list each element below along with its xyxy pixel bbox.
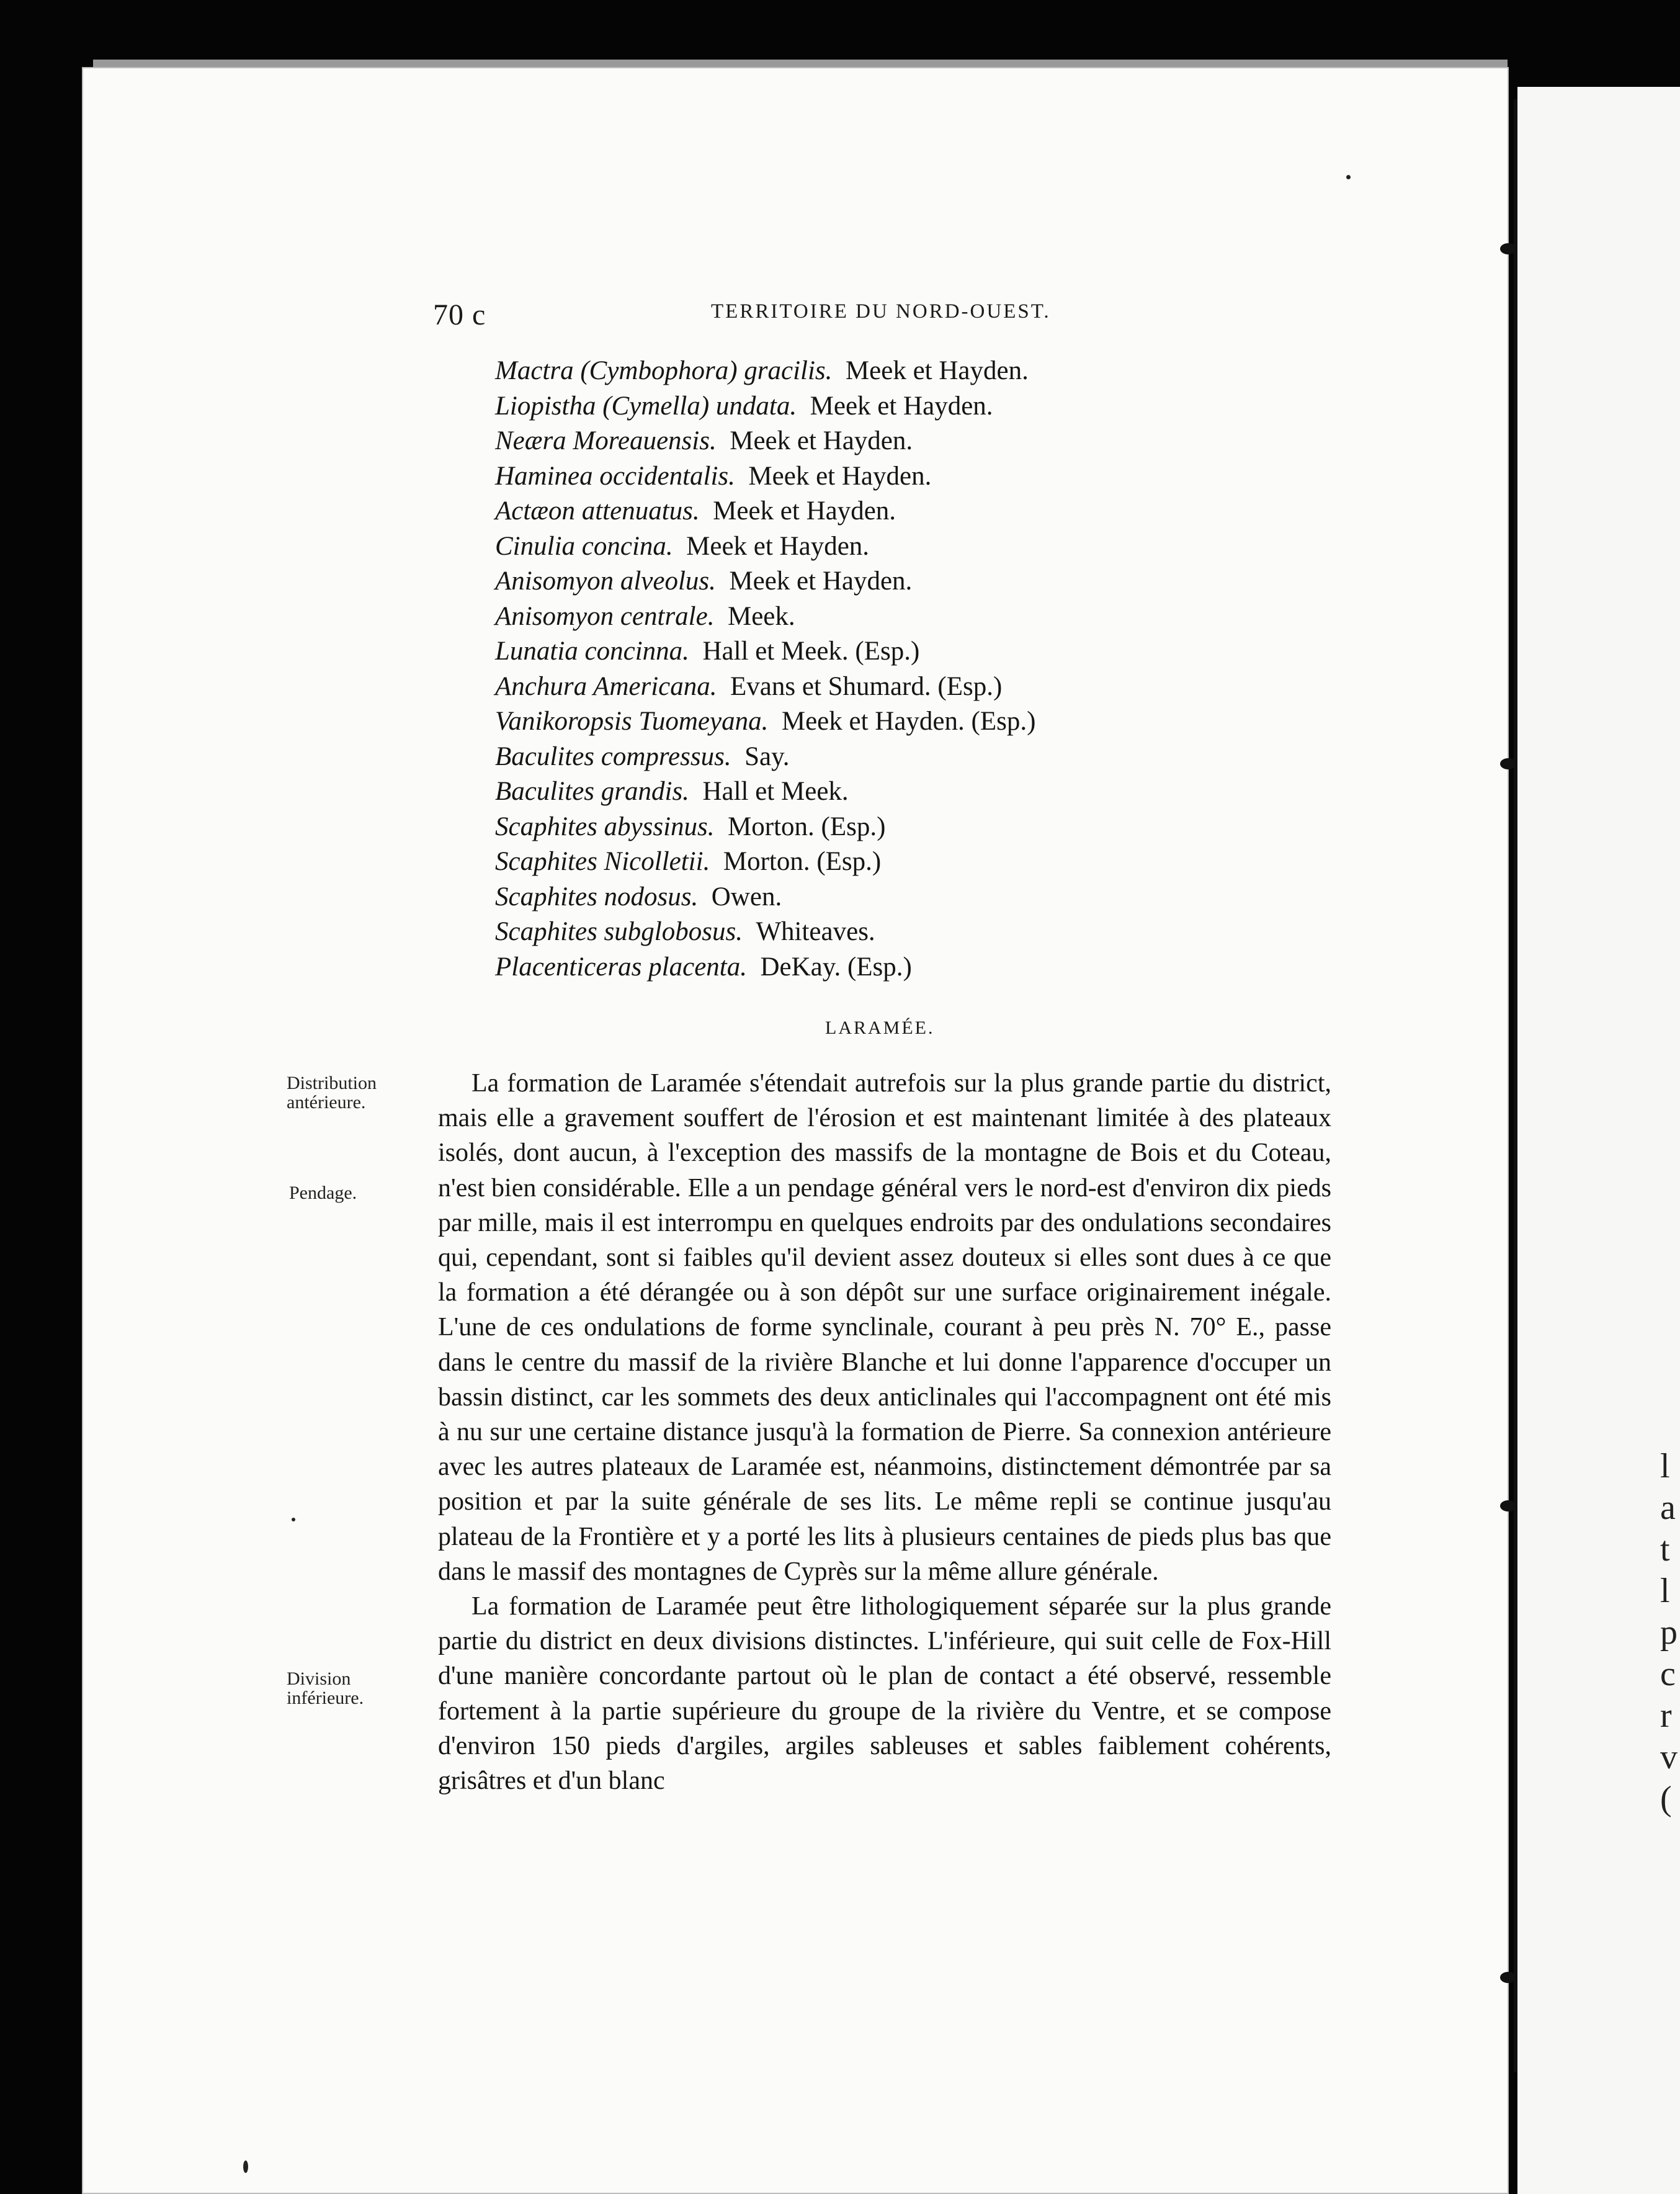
species-name: Anchura Americana. xyxy=(495,671,717,701)
species-author: Meek et Hayden. xyxy=(748,461,932,491)
species-name: Vanikoropsis Tuomeyana. xyxy=(495,707,769,736)
species-item xyxy=(495,494,1364,529)
species-item xyxy=(495,389,1364,424)
gutter-marker xyxy=(1500,1500,1516,1511)
species-author: Hall et Meek. (Esp.) xyxy=(702,637,920,666)
species-item xyxy=(495,810,1364,845)
species-item xyxy=(495,564,1364,599)
species-name: Actæon attenuatus. xyxy=(495,496,700,526)
species-author: Morton. (Esp.) xyxy=(728,812,886,841)
running-head-title: TERRITOIRE DU NORD-OUEST. xyxy=(711,300,1051,323)
species-name: Cinulia concina. xyxy=(495,531,673,561)
species-item xyxy=(495,669,1364,705)
species-item xyxy=(495,740,1364,775)
species-item xyxy=(495,950,1364,985)
paragraph: La formation de Laramée peut être lithologiquement séparée sur la plus grande partie du district en deux divisions distinctes. L'inférieure, qui suit celle de Fox-Hill d'une manière concordante partout où le plan de contact a été observé, ressemble fortement à la partie supérieure du groupe de la rivière du Ventre, et se compose d'environ 150 pieds d'argiles, argiles sableuses et sables faiblement cohérents, grisâtres et d'un blanc xyxy=(438,1592,1331,1796)
species-name: Anisomyon centrale. xyxy=(495,601,715,631)
species-author: Whiteaves. xyxy=(756,917,875,946)
species-author: Meek et Hayden. xyxy=(845,356,1029,385)
body-text xyxy=(438,1066,1331,1798)
species-name: Mactra (Cymbophora) gracilis. xyxy=(495,356,833,385)
species-item xyxy=(495,915,1364,950)
adjacent-letter: v xyxy=(1660,1738,1678,1776)
margin-note-division: Division inférieure. xyxy=(287,1668,364,1708)
species-author: Meek et Hayden. xyxy=(713,496,896,526)
species-item xyxy=(495,529,1364,565)
species-author: Owen. xyxy=(711,882,782,911)
species-item xyxy=(495,880,1364,915)
species-author: Evans et Shumard. (Esp.) xyxy=(730,671,1003,701)
species-item xyxy=(495,844,1364,880)
species-author: DeKay. (Esp.) xyxy=(760,952,912,982)
running-head xyxy=(433,298,1304,335)
species-author: Meek et Hayden. (Esp.) xyxy=(781,707,1036,736)
adjacent-letter: l xyxy=(1660,1447,1670,1485)
species-item xyxy=(495,354,1364,389)
species-name: Scaphites subglobosus. xyxy=(495,917,743,946)
scan-speck xyxy=(292,1518,295,1521)
adjacent-letter: r xyxy=(1660,1696,1672,1735)
margin-note-distribution: Distribution antérieure. xyxy=(287,1073,377,1113)
species-name: Baculites grandis. xyxy=(495,777,689,806)
scan-speck xyxy=(1346,175,1351,179)
adjacent-letter: t xyxy=(1660,1530,1670,1569)
species-author: Meek. xyxy=(727,601,795,631)
adjacent-letter: c xyxy=(1660,1655,1676,1693)
species-list xyxy=(495,354,1364,985)
paragraph: La formation de Laramée s'étendait autrefois sur la plus grande partie du district, mais elle a gravement souffert de l'érosion et est maintenant limitée à des plateaux isolés, dont aucun, à l'exception des massifs de la montagne de Bois et du Coteau, n'est bien considérable. Elle a un pendage général vers le nord-est d'environ dix pieds par mille, mais il est interrompu en quelques endroits par des ondulations secondaires qui, cependant, sont si faibles qu'il devient assez douteux si elles sont dues à ce que la formation a été dérangée ou à son dépôt sur une surface originairement inégale. L'une de ces ondulations de forme synclinale, courant à peu près N. 70° E., passe dans le centre du massif de la rivière Blanche et lui donne l'apparence d'occuper un bassin distinct, car les sommets des deux anticlinales qui l'accompagnent ont été mis à nu sur une certaine distance jusqu'à la formation de Pierre. Sa connexion antérieure avec les autres plateaux de Laramée est, néanmoins, distinctement démontrée par sa position et par la suite générale de ses lits. Le même repli se continue jusqu'au plateau de la Frontière et y a porté les lits à plusieurs centaines de pieds plus bas que dans le massif des montagnes de Cyprès sur la même allure générale. xyxy=(438,1069,1331,1586)
species-name: Baculites compressus. xyxy=(495,741,731,771)
species-name: Scaphites nodosus. xyxy=(495,882,699,911)
species-name: Lunatia concinna. xyxy=(495,637,689,666)
species-name: Scaphites abyssinus. xyxy=(495,812,715,841)
gutter-marker xyxy=(1500,758,1516,769)
species-name: Placenticeras placenta. xyxy=(495,952,747,982)
adjacent-letter: l xyxy=(1660,1572,1670,1610)
species-name: Haminea occidentalis. xyxy=(495,461,735,491)
species-item xyxy=(495,704,1364,740)
gutter-marker xyxy=(1500,1972,1516,1983)
species-name: Anisomyon alveolus. xyxy=(495,566,716,596)
species-name: Liopistha (Cymella) undata. xyxy=(495,391,797,421)
adjacent-page xyxy=(1517,87,1680,2194)
species-author: Hall et Meek. xyxy=(702,777,849,806)
species-item xyxy=(495,424,1364,459)
species-author: Morton. (Esp.) xyxy=(723,847,882,876)
page-gutter-line xyxy=(1514,99,1517,2072)
species-name: Scaphites Nicolletii. xyxy=(495,847,710,876)
species-item xyxy=(495,774,1364,810)
species-author: Meek et Hayden. xyxy=(810,391,993,421)
species-author: Meek et Hayden. xyxy=(730,426,913,455)
species-item xyxy=(495,634,1364,669)
species-author: Meek et Hayden. xyxy=(729,566,913,596)
species-item xyxy=(495,459,1364,495)
scan-speck xyxy=(243,2160,248,2173)
adjacent-letter: a xyxy=(1660,1489,1676,1527)
species-author: Meek et Hayden. xyxy=(686,531,870,561)
adjacent-page-text xyxy=(1660,1446,1680,1820)
species-item xyxy=(495,599,1364,635)
gutter-marker xyxy=(1500,243,1516,254)
adjacent-letter: ( xyxy=(1660,1780,1672,1818)
species-name: Neæra Moreauensis. xyxy=(495,426,717,455)
page-number: 70 c xyxy=(433,298,486,331)
margin-note-pendage: Pendage. xyxy=(289,1183,357,1203)
adjacent-letter: p xyxy=(1660,1613,1678,1652)
section-heading: LARAMÉE. xyxy=(825,1018,935,1038)
species-author: Say. xyxy=(744,741,790,771)
